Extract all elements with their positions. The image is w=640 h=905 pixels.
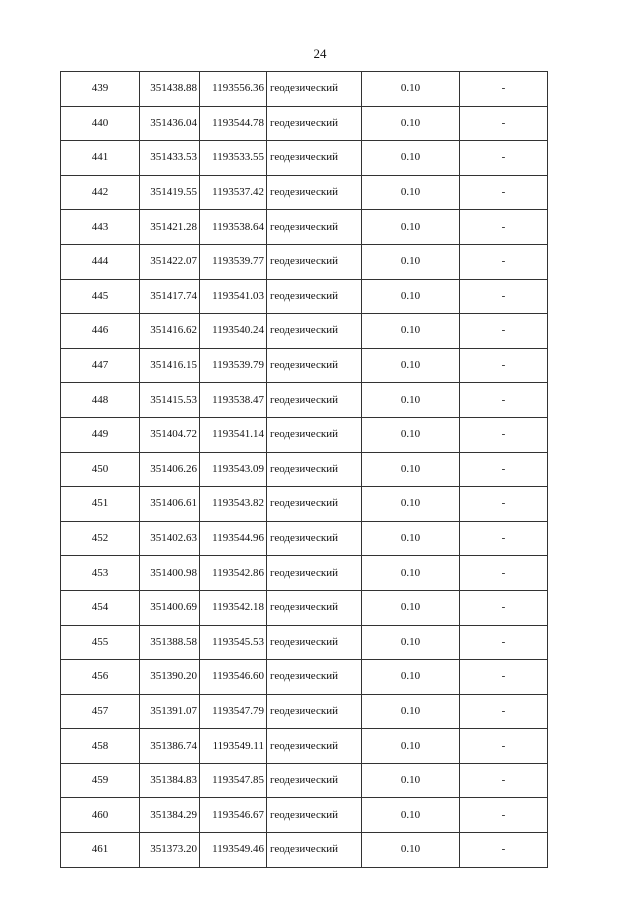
y-coordinate-cell: 1193547.79 — [200, 694, 267, 729]
description-cell: - — [460, 590, 548, 625]
table-row — [61, 556, 548, 591]
point-number-cell: 448 — [61, 383, 140, 418]
method-cell: геодезический — [267, 556, 362, 591]
precision-cell: 0.10 — [362, 244, 460, 279]
y-coordinate-cell: 1193545.53 — [200, 625, 267, 660]
description-cell: - — [460, 556, 548, 591]
x-coordinate-cell: 351391.07 — [140, 694, 200, 729]
point-number-cell: 441 — [61, 141, 140, 176]
point-number-cell: 457 — [61, 694, 140, 729]
x-coordinate-cell: 351417.74 — [140, 279, 200, 314]
precision-cell: 0.10 — [362, 487, 460, 522]
table-row — [61, 175, 548, 210]
y-coordinate-cell: 1193556.36 — [200, 72, 267, 107]
method-cell: геодезический — [267, 798, 362, 833]
method-cell: геодезический — [267, 72, 362, 107]
y-coordinate-cell: 1193543.82 — [200, 487, 267, 522]
x-coordinate-cell: 351386.74 — [140, 729, 200, 764]
table-row — [61, 798, 548, 833]
x-coordinate-cell: 351406.61 — [140, 487, 200, 522]
y-coordinate-cell: 1193546.67 — [200, 798, 267, 833]
precision-cell: 0.10 — [362, 417, 460, 452]
table-row — [61, 833, 548, 868]
y-coordinate-cell: 1193540.24 — [200, 314, 267, 349]
precision-cell: 0.10 — [362, 175, 460, 210]
method-cell: геодезический — [267, 590, 362, 625]
description-cell: - — [460, 660, 548, 695]
point-number-cell: 445 — [61, 279, 140, 314]
method-cell: геодезический — [267, 210, 362, 245]
point-number-cell: 450 — [61, 452, 140, 487]
method-cell: геодезический — [267, 521, 362, 556]
x-coordinate-cell: 351406.26 — [140, 452, 200, 487]
x-coordinate-cell: 351422.07 — [140, 244, 200, 279]
point-number-cell: 449 — [61, 417, 140, 452]
x-coordinate-cell: 351400.69 — [140, 590, 200, 625]
method-cell: геодезический — [267, 694, 362, 729]
table-row — [61, 487, 548, 522]
table-row — [61, 141, 548, 176]
description-cell: - — [460, 487, 548, 522]
description-cell: - — [460, 694, 548, 729]
x-coordinate-cell: 351390.20 — [140, 660, 200, 695]
x-coordinate-cell: 351416.62 — [140, 314, 200, 349]
table-row — [61, 244, 548, 279]
y-coordinate-cell: 1193543.09 — [200, 452, 267, 487]
y-coordinate-cell: 1193541.03 — [200, 279, 267, 314]
x-coordinate-cell: 351404.72 — [140, 417, 200, 452]
point-number-cell: 458 — [61, 729, 140, 764]
method-cell: геодезический — [267, 314, 362, 349]
table-row — [61, 417, 548, 452]
precision-cell: 0.10 — [362, 72, 460, 107]
table-row — [61, 348, 548, 383]
point-number-cell: 447 — [61, 348, 140, 383]
method-cell: геодезический — [267, 625, 362, 660]
description-cell: - — [460, 279, 548, 314]
point-number-cell: 452 — [61, 521, 140, 556]
x-coordinate-cell: 351438.88 — [140, 72, 200, 107]
y-coordinate-cell: 1193537.42 — [200, 175, 267, 210]
y-coordinate-cell: 1193538.47 — [200, 383, 267, 418]
y-coordinate-cell: 1193541.14 — [200, 417, 267, 452]
method-cell: геодезический — [267, 383, 362, 418]
x-coordinate-cell: 351433.53 — [140, 141, 200, 176]
x-coordinate-cell: 351416.15 — [140, 348, 200, 383]
point-number-cell: 440 — [61, 106, 140, 141]
point-number-cell: 460 — [61, 798, 140, 833]
table-row — [61, 314, 548, 349]
y-coordinate-cell: 1193547.85 — [200, 763, 267, 798]
point-number-cell: 453 — [61, 556, 140, 591]
x-coordinate-cell: 351436.04 — [140, 106, 200, 141]
method-cell: геодезический — [267, 763, 362, 798]
point-number-cell: 454 — [61, 590, 140, 625]
y-coordinate-cell: 1193549.46 — [200, 833, 267, 868]
x-coordinate-cell: 351419.55 — [140, 175, 200, 210]
description-cell: - — [460, 383, 548, 418]
x-coordinate-cell: 351384.83 — [140, 763, 200, 798]
x-coordinate-cell: 351400.98 — [140, 556, 200, 591]
method-cell: геодезический — [267, 452, 362, 487]
x-coordinate-cell: 351373.20 — [140, 833, 200, 868]
table-row — [61, 660, 548, 695]
point-number-cell: 456 — [61, 660, 140, 695]
y-coordinate-cell: 1193542.18 — [200, 590, 267, 625]
y-coordinate-cell: 1193533.55 — [200, 141, 267, 176]
table-row — [61, 279, 548, 314]
method-cell: геодезический — [267, 660, 362, 695]
table-row — [61, 694, 548, 729]
precision-cell: 0.10 — [362, 452, 460, 487]
point-number-cell: 461 — [61, 833, 140, 868]
description-cell: - — [460, 106, 548, 141]
method-cell: геодезический — [267, 279, 362, 314]
point-number-cell: 455 — [61, 625, 140, 660]
table-row — [61, 590, 548, 625]
table-row — [61, 106, 548, 141]
coordinates-table — [60, 71, 548, 868]
method-cell: геодезический — [267, 729, 362, 764]
method-cell: геодезический — [267, 244, 362, 279]
table-row — [61, 763, 548, 798]
precision-cell: 0.10 — [362, 314, 460, 349]
precision-cell: 0.10 — [362, 383, 460, 418]
description-cell: - — [460, 763, 548, 798]
precision-cell: 0.10 — [362, 279, 460, 314]
method-cell: геодезический — [267, 106, 362, 141]
description-cell: - — [460, 210, 548, 245]
point-number-cell: 443 — [61, 210, 140, 245]
method-cell: геодезический — [267, 417, 362, 452]
precision-cell: 0.10 — [362, 210, 460, 245]
table-row — [61, 452, 548, 487]
page-number: 24 — [313, 46, 327, 61]
description-cell: - — [460, 729, 548, 764]
description-cell: - — [460, 798, 548, 833]
description-cell: - — [460, 348, 548, 383]
point-number-cell: 439 — [61, 72, 140, 107]
precision-cell: 0.10 — [362, 660, 460, 695]
point-number-cell: 446 — [61, 314, 140, 349]
precision-cell: 0.10 — [362, 798, 460, 833]
method-cell: геодезический — [267, 833, 362, 868]
precision-cell: 0.10 — [362, 694, 460, 729]
precision-cell: 0.10 — [362, 106, 460, 141]
precision-cell: 0.10 — [362, 141, 460, 176]
precision-cell: 0.10 — [362, 348, 460, 383]
x-coordinate-cell: 351415.53 — [140, 383, 200, 418]
description-cell: - — [460, 244, 548, 279]
precision-cell: 0.10 — [362, 521, 460, 556]
table-row — [61, 383, 548, 418]
method-cell: геодезический — [267, 348, 362, 383]
description-cell: - — [460, 175, 548, 210]
precision-cell: 0.10 — [362, 729, 460, 764]
y-coordinate-cell: 1193549.11 — [200, 729, 267, 764]
table-row — [61, 210, 548, 245]
x-coordinate-cell: 351388.58 — [140, 625, 200, 660]
description-cell: - — [460, 521, 548, 556]
description-cell: - — [460, 833, 548, 868]
precision-cell: 0.10 — [362, 556, 460, 591]
description-cell: - — [460, 452, 548, 487]
coordinates-table-body — [61, 72, 548, 868]
precision-cell: 0.10 — [362, 625, 460, 660]
method-cell: геодезический — [267, 141, 362, 176]
table-row — [61, 521, 548, 556]
table-row — [61, 72, 548, 107]
precision-cell: 0.10 — [362, 763, 460, 798]
y-coordinate-cell: 1193546.60 — [200, 660, 267, 695]
description-cell: - — [460, 625, 548, 660]
y-coordinate-cell: 1193544.96 — [200, 521, 267, 556]
point-number-cell: 442 — [61, 175, 140, 210]
x-coordinate-cell: 351402.63 — [140, 521, 200, 556]
table-row — [61, 729, 548, 764]
point-number-cell: 444 — [61, 244, 140, 279]
point-number-cell: 451 — [61, 487, 140, 522]
description-cell: - — [460, 141, 548, 176]
description-cell: - — [460, 72, 548, 107]
y-coordinate-cell: 1193539.77 — [200, 244, 267, 279]
method-cell: геодезический — [267, 175, 362, 210]
point-number-cell: 459 — [61, 763, 140, 798]
description-cell: - — [460, 314, 548, 349]
y-coordinate-cell: 1193544.78 — [200, 106, 267, 141]
y-coordinate-cell: 1193539.79 — [200, 348, 267, 383]
precision-cell: 0.10 — [362, 833, 460, 868]
x-coordinate-cell: 351384.29 — [140, 798, 200, 833]
y-coordinate-cell: 1193538.64 — [200, 210, 267, 245]
y-coordinate-cell: 1193542.86 — [200, 556, 267, 591]
x-coordinate-cell: 351421.28 — [140, 210, 200, 245]
table-row — [61, 625, 548, 660]
description-cell: - — [460, 417, 548, 452]
method-cell: геодезический — [267, 487, 362, 522]
precision-cell: 0.10 — [362, 590, 460, 625]
